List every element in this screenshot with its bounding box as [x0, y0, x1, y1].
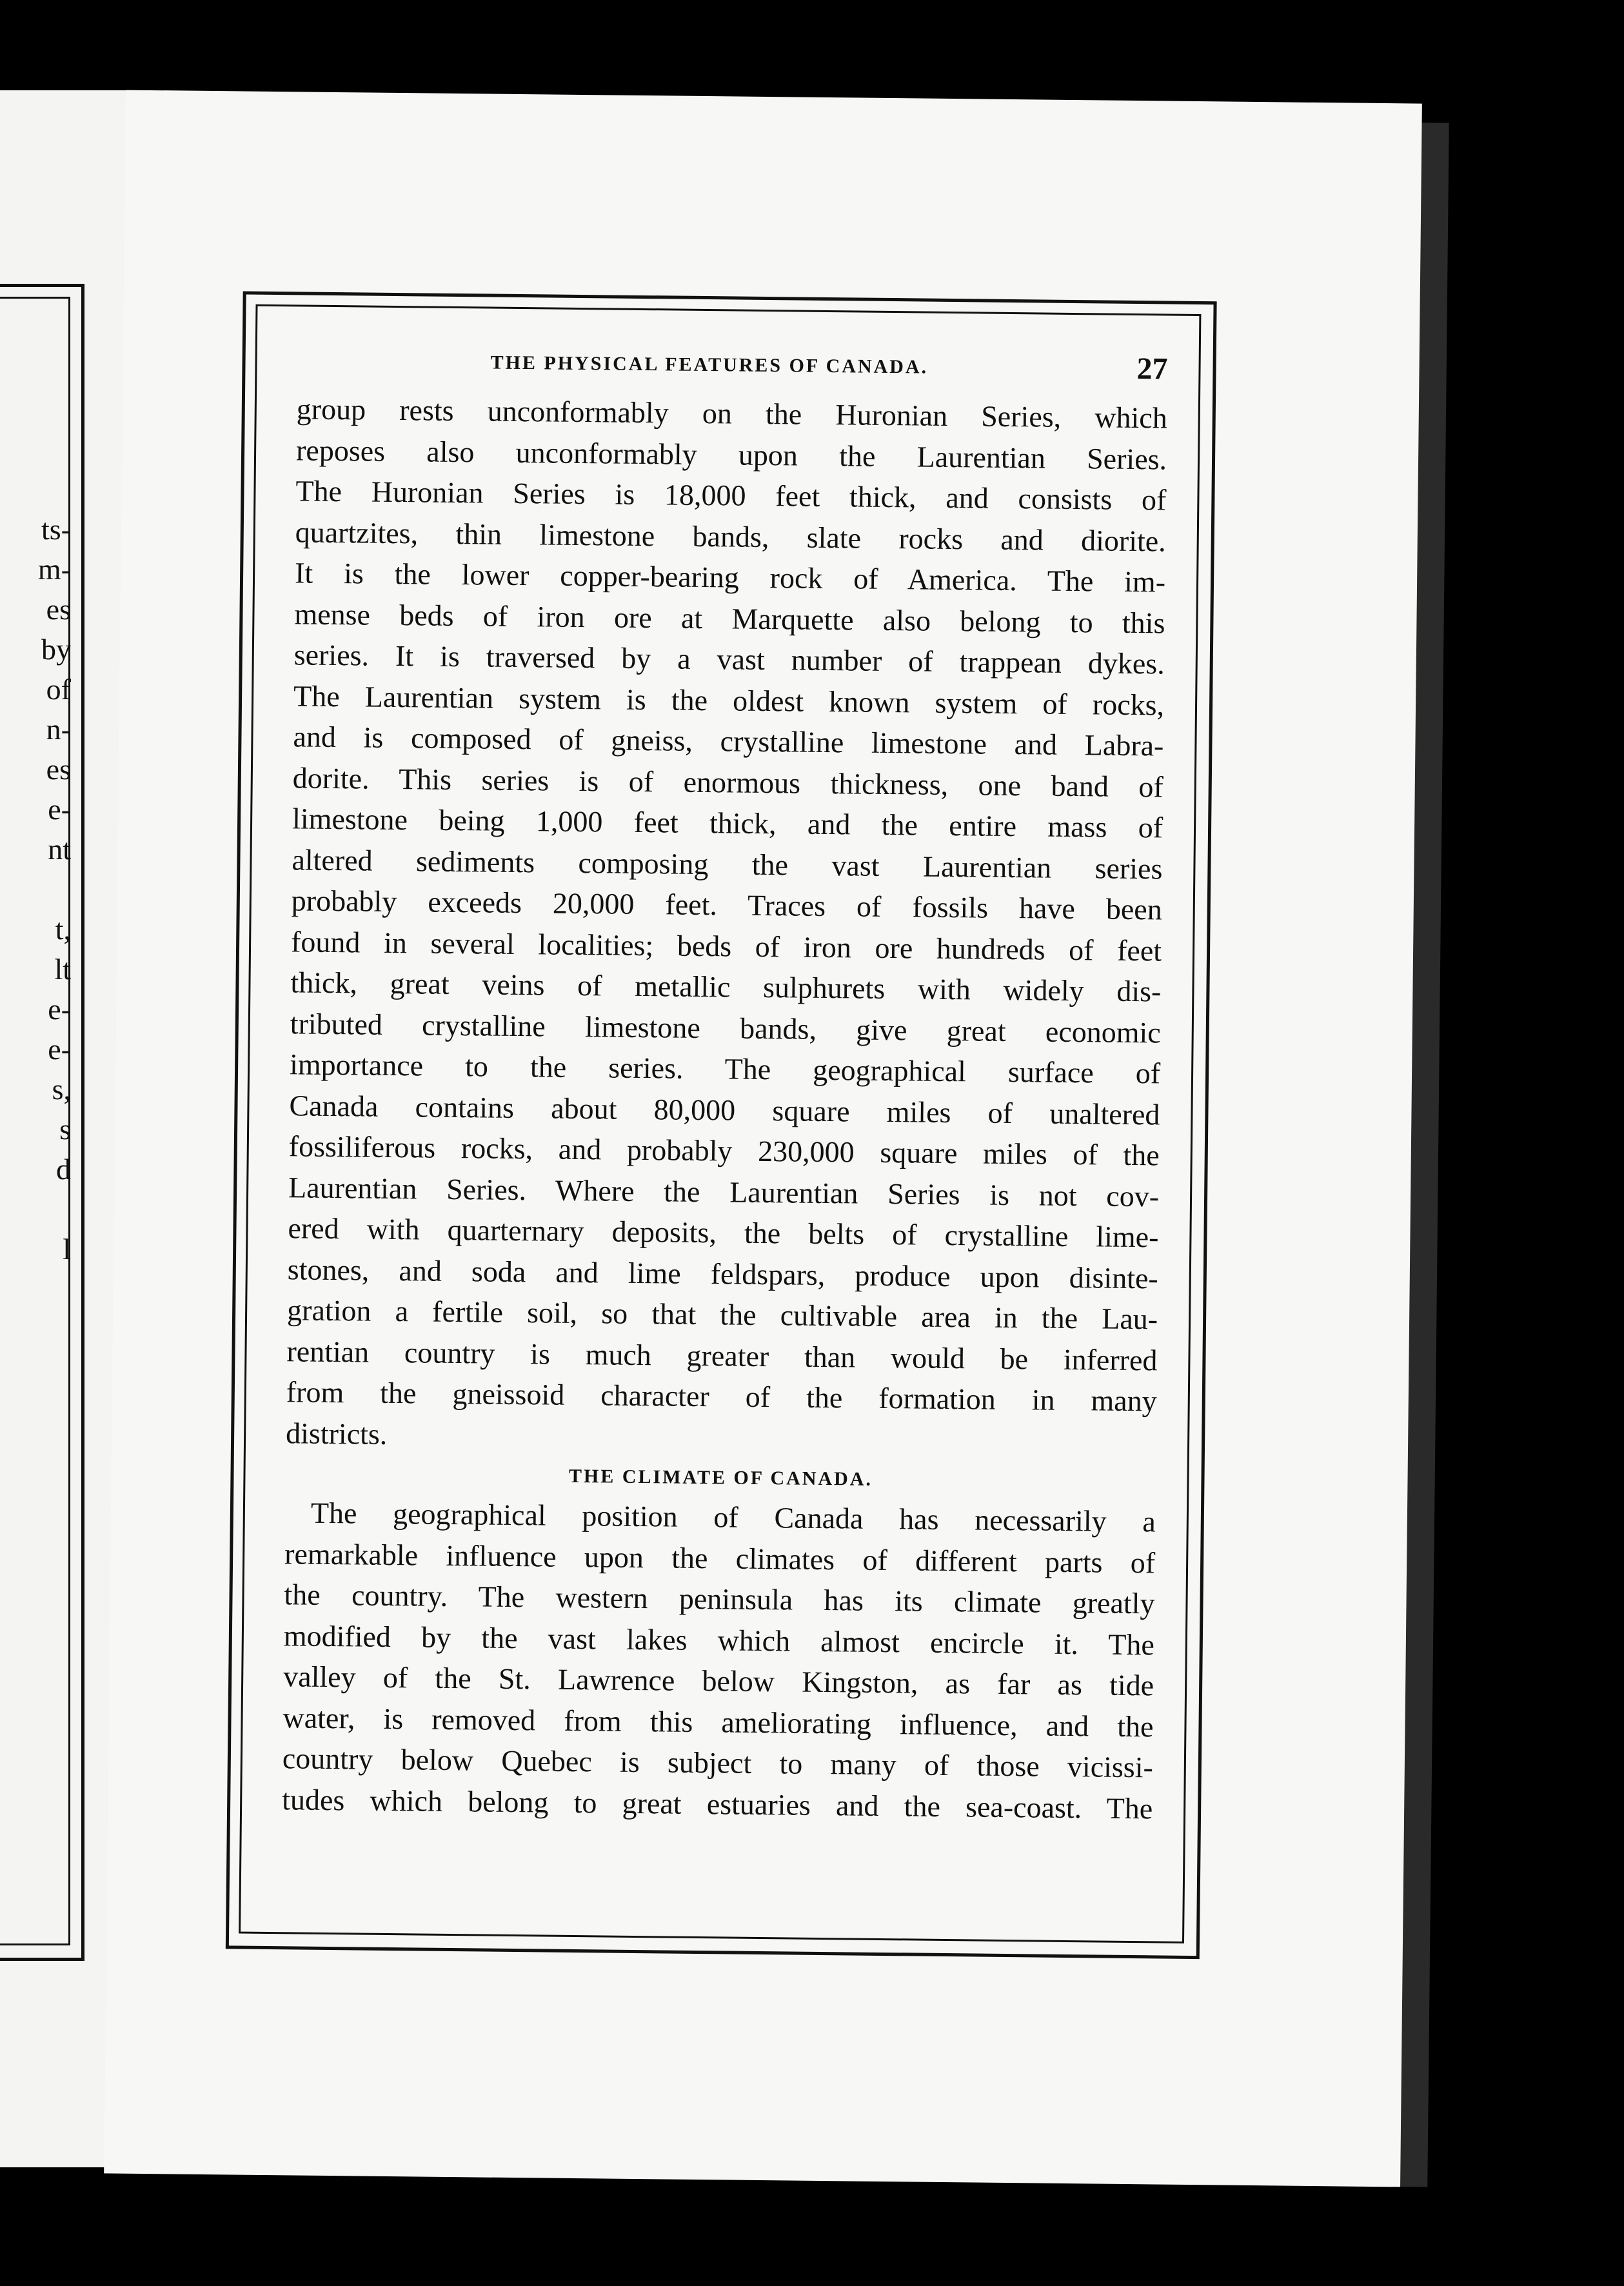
text-line: rentian country is much greater than would be inferred [286, 1334, 1158, 1377]
text-line: dorite. This series is of enormous thickness, one band of [292, 760, 1164, 803]
text-line: found in several localities; beds of iron ore hundreds of feet [290, 924, 1162, 967]
text-line: importance to the series. The geographical surface of [289, 1048, 1161, 1090]
left-page-fragment: ts- [41, 513, 71, 546]
left-page-fragment: t, [55, 913, 71, 946]
page-number: 27 [1136, 352, 1168, 386]
text-line: remarkable influence upon the climates of different parts of [284, 1536, 1156, 1579]
left-page-fragment: e- [48, 1033, 71, 1066]
text-line: series. It is traversed by a vast number of trappean dykes. [293, 638, 1165, 681]
text-line: water, is removed from this ameliorating influence, and the [282, 1700, 1154, 1743]
left-page-fragment: nt [48, 833, 71, 866]
text-line: modified by the vast lakes which almost encircle it. The [283, 1618, 1155, 1661]
text-line: stones, and soda and lime feldspars, produce upon disinte- [287, 1252, 1159, 1295]
text-line: thick, great veins of metallic sulphurets with widely dis- [290, 966, 1162, 1008]
left-page-fragment [0, 1189, 71, 1229]
paragraph-climate [282, 1492, 1156, 1829]
left-page-fragment: e- [48, 793, 71, 826]
text-line: country below Quebec is subject to many of those vicissi- [282, 1742, 1154, 1784]
paragraph-geology [286, 388, 1167, 1462]
left-page-text-fragments [0, 510, 71, 1269]
text-line: ered with quarternary deposits, the belts of crystalline lime- [288, 1211, 1159, 1254]
left-page-fragment: m- [37, 553, 71, 586]
left-page-fragment: s [59, 1113, 71, 1146]
text-line: It is the lower copper-bearing rock of America. The im- [294, 556, 1166, 599]
left-page-fragment: n- [46, 713, 71, 746]
left-page-fragment: s, [52, 1073, 71, 1106]
text-line: the country. The western peninsula has its climate greatly [284, 1578, 1155, 1620]
left-page-fragment: lt [54, 953, 71, 986]
text-line: from the gneissoid character of the formation in many [286, 1375, 1158, 1418]
text-line: Canada contains about 80,000 square miles of unaltered [289, 1088, 1160, 1131]
text-line: altered sediments composing the vast Laurentian series [292, 842, 1163, 885]
text-line: mense beds of iron ore at Marquette also belong to this [294, 597, 1165, 639]
text-line: tributed crystalline limestone bands, give great economic [290, 1006, 1162, 1049]
book-page [104, 90, 1422, 2187]
page-content [282, 337, 1168, 1829]
left-page-fragment: d [56, 1153, 71, 1186]
text-line: quartzites, thin limestone bands, slate rocks and diorite. [295, 515, 1167, 557]
left-page-fragment: by [41, 633, 71, 666]
running-head [297, 337, 1168, 397]
text-line: tudes which belong to great estuaries and the sea-coast. The [281, 1782, 1153, 1825]
text-line: The geographical position of Canada has necessarily a [310, 1496, 1156, 1538]
left-page-fragment: l [63, 1233, 71, 1266]
left-page-fragment: e- [48, 993, 71, 1026]
text-line: limestone being 1,000 feet thick, and the entire mass of [292, 802, 1164, 844]
text-line: fossiliferous rocks, and probably 230,000 square miles of the [288, 1129, 1160, 1172]
text-line: valley of the St. Lawrence below Kingston, as far as tide [282, 1660, 1154, 1702]
text-line: The Huronian Series is 18,000 feet thick, and consists of [295, 474, 1167, 517]
left-page-fragment: es [46, 753, 71, 786]
left-page-fragment: of [46, 673, 71, 706]
text-line: districts. [285, 1416, 388, 1451]
text-line: probably exceeds 20,000 feet. Traces of fossils have been [291, 884, 1163, 926]
text-line: Laurentian Series. Where the Laurentian Series is not cov- [288, 1170, 1160, 1213]
running-head-title: THE PHYSICAL FEATURES OF CANADA. [490, 352, 929, 378]
section-heading: THE CLIMATE OF CANADA. [568, 1465, 873, 1490]
text-line: The Laurentian system is the oldest known system of rocks, [293, 679, 1165, 721]
text-line: group rests unconformably on the Huronian Series, which [296, 392, 1167, 435]
text-line: gration a fertile soil, so that the cultivable area in the Lau- [286, 1293, 1158, 1336]
text-line: reposes also unconformably upon the Laurentian Series. [295, 433, 1167, 475]
text-line: and is composed of gneiss, crystalline limestone and Labra- [293, 720, 1164, 762]
left-page-fragment [0, 870, 71, 909]
left-page-fragment: es [46, 593, 71, 626]
